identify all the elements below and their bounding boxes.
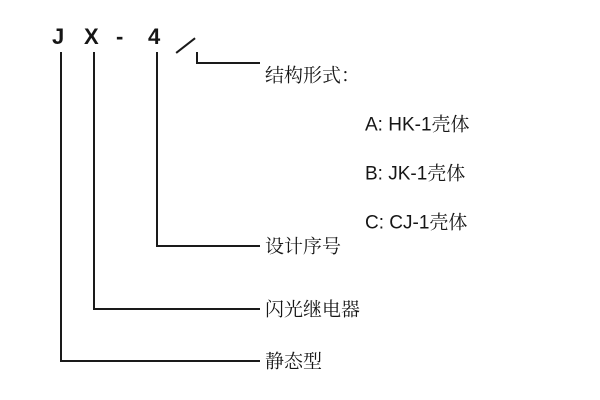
label-flash-relay: 闪光继电器 — [265, 299, 361, 321]
label-design-serial: 设计序号 — [265, 236, 342, 258]
label-static-type: 静态型 — [265, 351, 323, 373]
leader-vline-design-serial — [156, 52, 158, 245]
structure-option-b: B: JK-1壳体 — [365, 163, 466, 185]
code-char-j: J — [52, 24, 65, 49]
leader-hline-static-type — [60, 360, 260, 362]
leader-vline-static-type — [60, 52, 62, 360]
leader-hline-design-serial — [156, 245, 260, 247]
code-char-x: X — [84, 24, 99, 49]
leader-vline-structure-form — [196, 52, 198, 62]
structure-option-a: A: HK-1壳体 — [365, 114, 470, 136]
leader-vline-flash-relay — [93, 52, 95, 308]
leader-diagonal-structure-form — [176, 37, 196, 53]
leader-hline-structure-form — [196, 62, 260, 64]
code-char-4: 4 — [148, 24, 161, 49]
leader-hline-flash-relay — [93, 308, 260, 310]
code-char-dash: - — [116, 24, 124, 49]
label-structure-form: 结构形式： — [265, 65, 361, 87]
structure-option-c: C: CJ-1壳体 — [365, 212, 468, 234]
